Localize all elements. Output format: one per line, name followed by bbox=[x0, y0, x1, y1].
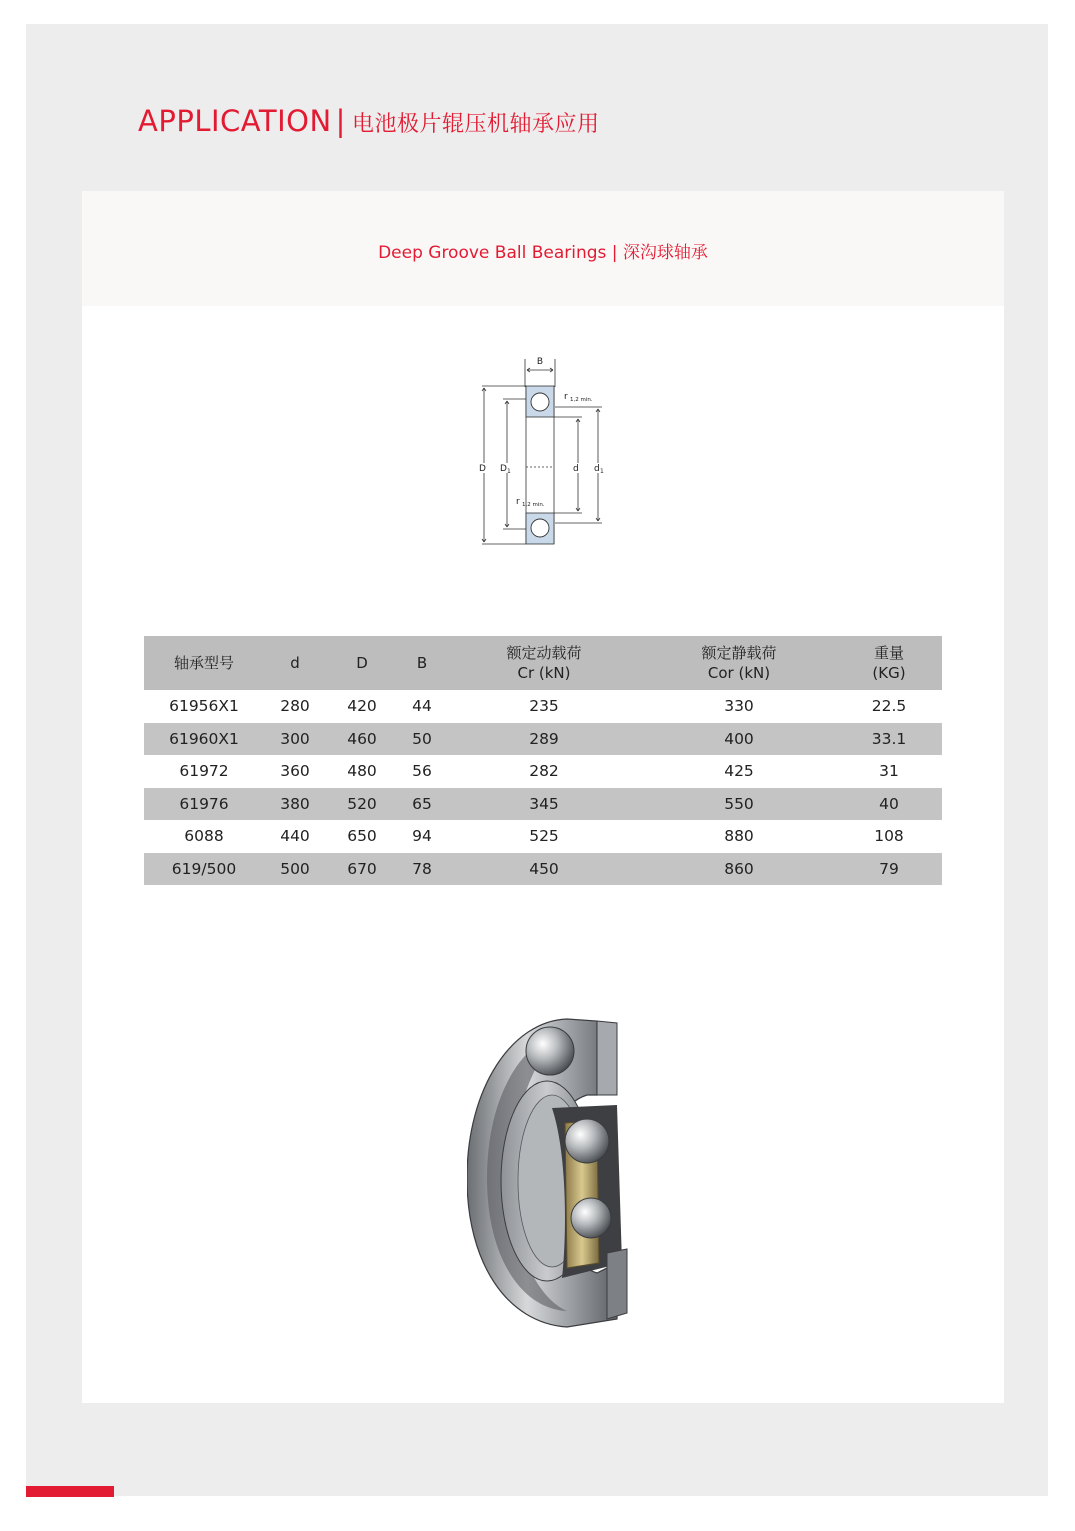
header-static-load: 额定静载荷 Cor (kN) bbox=[642, 636, 836, 690]
header-model: 轴承型号 bbox=[144, 636, 264, 690]
header-B: B bbox=[398, 636, 446, 690]
table-row: 61972 360 480 56 282 425 31 bbox=[179, 762, 899, 781]
label-D1-subscript: 1 bbox=[507, 468, 511, 475]
table-row: 61956X1 280 420 44 235 330 22.5 bbox=[169, 697, 907, 716]
label-d: d bbox=[573, 464, 579, 474]
table-header-row bbox=[144, 636, 942, 690]
table-row: 61960X1 300 460 50 289 400 33.1 bbox=[144, 723, 942, 756]
label-r-bottom: r bbox=[516, 497, 520, 507]
label-B: B bbox=[536, 357, 544, 367]
label-D: D bbox=[479, 464, 486, 474]
bearing-spec-table bbox=[144, 636, 942, 885]
bearing-cross-section-diagram bbox=[478, 351, 618, 551]
title-chinese: 电池极片辊压机轴承应用 bbox=[351, 112, 600, 137]
title-separator: | bbox=[335, 104, 346, 138]
label-r-top-subscript: 1,2 min. bbox=[570, 397, 593, 403]
footer-accent-bar bbox=[26, 1486, 114, 1497]
table-row: 61976 380 520 65 345 550 40 bbox=[144, 788, 942, 821]
card-header bbox=[82, 191, 1004, 306]
header-D: D bbox=[326, 636, 398, 690]
header-dynamic-load: 额定动载荷 Cr (kN) bbox=[446, 636, 642, 690]
label-r-top: r bbox=[564, 392, 568, 402]
label-d1: d bbox=[594, 464, 600, 474]
label-D1: D bbox=[500, 464, 507, 474]
content-card bbox=[82, 191, 1004, 1403]
table-row: 619/500 500 670 78 450 860 79 bbox=[144, 853, 942, 886]
bearing-product-photo bbox=[467, 1013, 632, 1333]
header-weight: 重量 (KG) bbox=[836, 636, 942, 690]
label-d1-subscript: 1 bbox=[600, 468, 604, 475]
table-row: 6088 440 650 94 525 880 108 bbox=[184, 827, 904, 846]
header-d: d bbox=[264, 636, 326, 690]
page-title bbox=[138, 104, 599, 138]
title-english: APPLICATION bbox=[138, 104, 332, 138]
label-r-bottom-subscript: 1,2 min. bbox=[522, 502, 545, 508]
section-subtitle: Deep Groove Ball Bearings | 深沟球轴承 bbox=[378, 243, 708, 263]
